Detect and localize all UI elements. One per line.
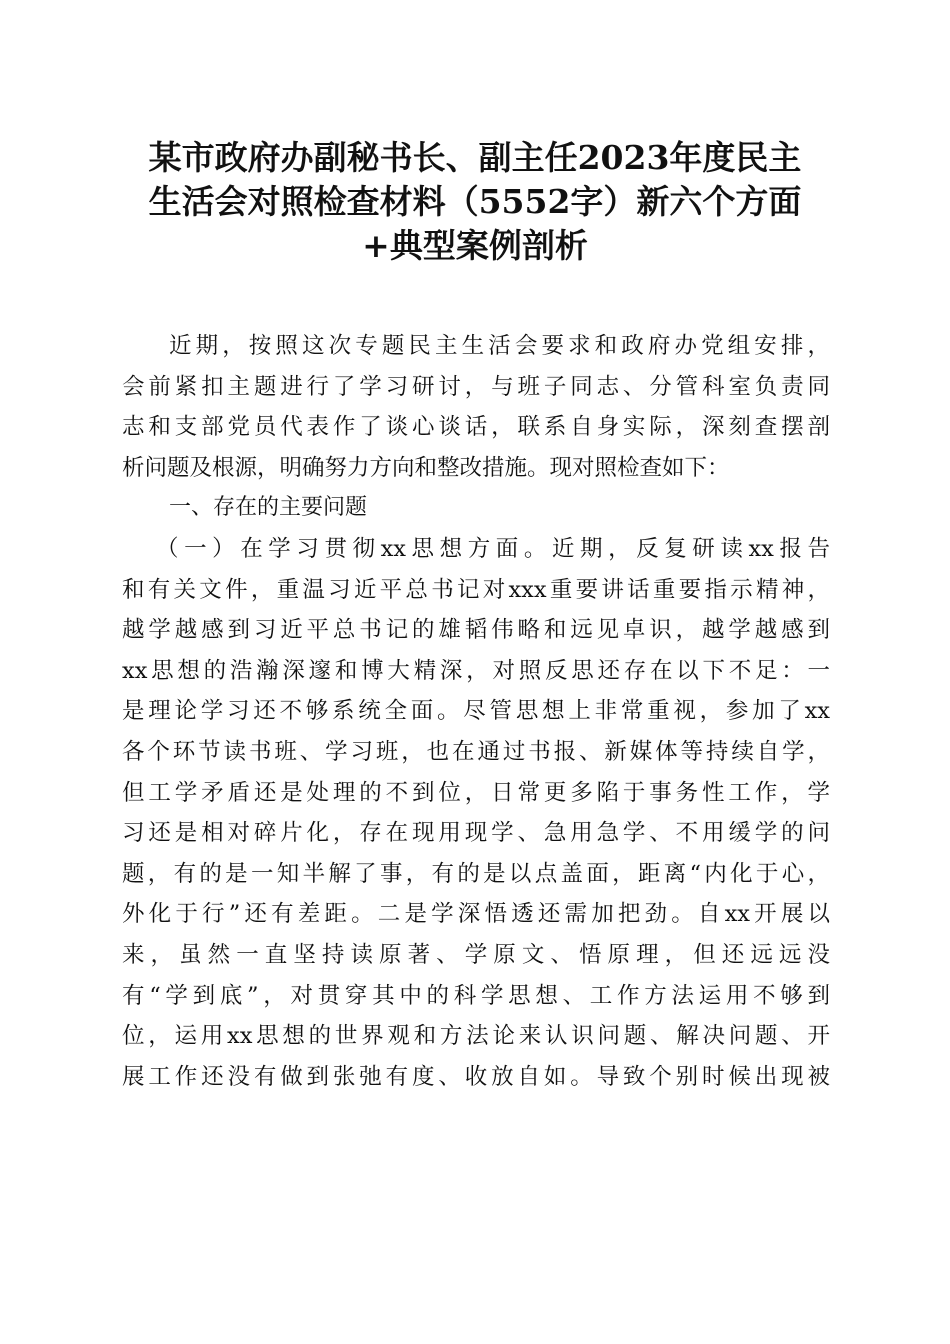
title-line-2: 生活会对照检查材料（5552字）新六个方面 (148, 182, 802, 221)
paragraph-line: 和有关文件，重温习近平总书记对xxx重要讲话重要指示精神， (122, 576, 830, 603)
document-body (122, 326, 830, 1097)
paragraph-line: 外化于行”还有差距。二是学深悟透还需加把劲。自xx开展以 (122, 901, 830, 928)
intro-line: 析问题及根源，明确努力方向和整改措施。现对照检查如下： (122, 454, 730, 481)
paragraph-line: 但工学矛盾还是处理的不到位，日常更多陷于事务性工作，学 (122, 779, 830, 806)
paragraph-line: （一）在学习贯彻xx思想方面。近期，反复研读xx报告 (156, 535, 830, 562)
section-heading: 一、存在的主要问题 (169, 495, 368, 521)
paragraph-line: 是理论学习还不够系统全面。尽管思想上非常重视，参加了xx (122, 698, 830, 725)
paragraph-line: 位，运用xx思想的世界观和方法论来认识问题、解决问题、开 (122, 1023, 830, 1050)
paragraph-line: xx思想的浩瀚深邃和博大精深，对照反思还存在以下不足：一 (122, 657, 830, 684)
paragraph-line: 习还是相对碎片化，存在现用现学、急用急学、不用缓学的问 (122, 820, 830, 847)
intro-line: 会前紧扣主题进行了学习研讨，与班子同志、分管科室负责同 (122, 373, 830, 400)
title-line-1: 某市政府办副秘书长、副主任2023年度民主 (148, 138, 802, 177)
paragraph-line: 展工作还没有做到张弛有度、收放自如。导致个别时候出现被 (122, 1063, 830, 1090)
paragraph-line: 有“学到底”，对贯穿其中的科学思想、工作方法运用不够到 (122, 982, 830, 1009)
paragraph-line: 越学越感到习近平总书记的雄韬伟略和远见卓识，越学越感到 (122, 617, 830, 644)
section-1-paragraph (122, 529, 830, 1097)
intro-line: 志和支部党员代表作了谈心谈话，联系自身实际，深刻查摆剖 (122, 414, 830, 441)
intro-paragraph (122, 326, 830, 488)
paragraph-line: 题，有的是一知半解了事，有的是以点盖面，距离“内化于心， (122, 860, 830, 887)
intro-line: 近期，按照这次专题民主生活会要求和政府办党组安排， (169, 333, 830, 359)
title-line-3: +典型案例剖析 (362, 226, 588, 265)
paragraph-line: 各个环节读书班、学习班，也在通过书报、新媒体等持续自学， (122, 738, 830, 765)
paragraph-line: 来，虽然一直坚持读原著、学原文、悟原理，但还远远没 (122, 941, 830, 968)
document-title (100, 136, 850, 268)
